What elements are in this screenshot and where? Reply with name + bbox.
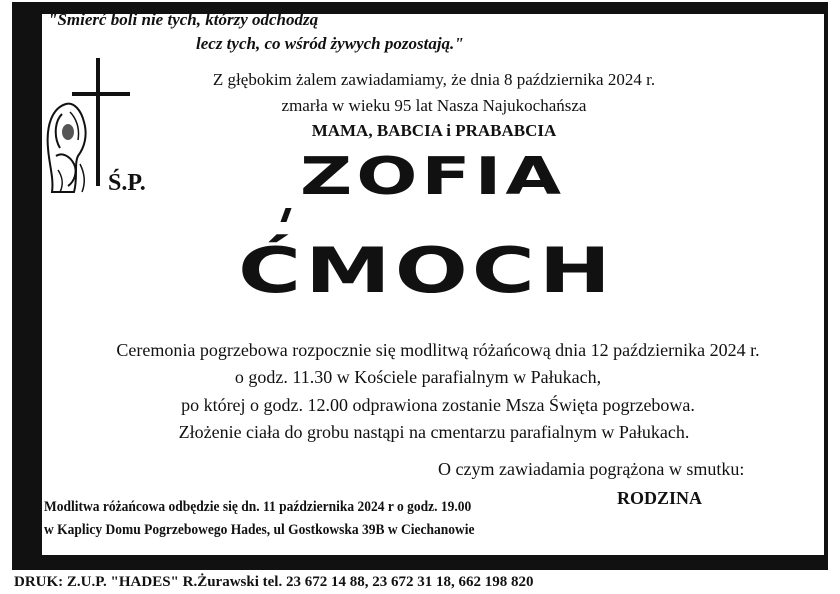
motto-line-1: "Śmierć boli nie tych, którzy odchodzą — [48, 10, 319, 29]
printer-footer: DRUK: Z.U.P. "HADES" R.Żurawski tel. 23 672 14 88, 23 672 31 18, 662 198 820 — [14, 574, 534, 590]
motto-line-2: lecz tych, co wśród żywych pozostają." — [196, 34, 464, 53]
deceased-first-name: ZOFIA — [300, 146, 566, 207]
sp-label: Ś.P. — [108, 170, 146, 196]
relation-title: MAMA, BABCIA i PRABABCIA — [311, 121, 557, 140]
ceremony-line-3: po której o godz. 12.00 odprawiona zostanie Msza Święta pogrzebowa. — [181, 395, 695, 415]
ceremony-line-2: o godz. 11.30 w Kościele parafialnym w Pałukach, — [234, 367, 602, 387]
rosary-line-2: w Kaplicy Domu Pogrzebowego Hades, ul Gostkowska 39B w Ciechanowie — [44, 522, 475, 538]
ceremony-line-4: Złożenie ciała do grobu nastąpi na cmentarzu parafialnym w Pałukach. — [178, 422, 690, 442]
intro-line-2: zmarła w wieku 95 lat Nasza Najukochańsza — [281, 96, 587, 115]
deceased-surname: ĆMOCH — [238, 235, 615, 307]
ceremony-line-1: Ceremonia pogrzebowa rozpocznie się modlitwą różańcową dnia 12 października 2024 r. — [116, 340, 760, 360]
family-signature: RODZINA — [617, 488, 703, 508]
rosary-line-1: Modlitwa różańcowa odbędzie się dn. 11 października 2024 r o godz. 19.00 — [44, 499, 472, 515]
intro-line-1: Z głębokim żalem zawiadamiamy, że dnia 8 października 2024 r. — [212, 70, 656, 89]
notice-text: O czym zawiadamia pogrążona w smutku: — [438, 459, 745, 479]
